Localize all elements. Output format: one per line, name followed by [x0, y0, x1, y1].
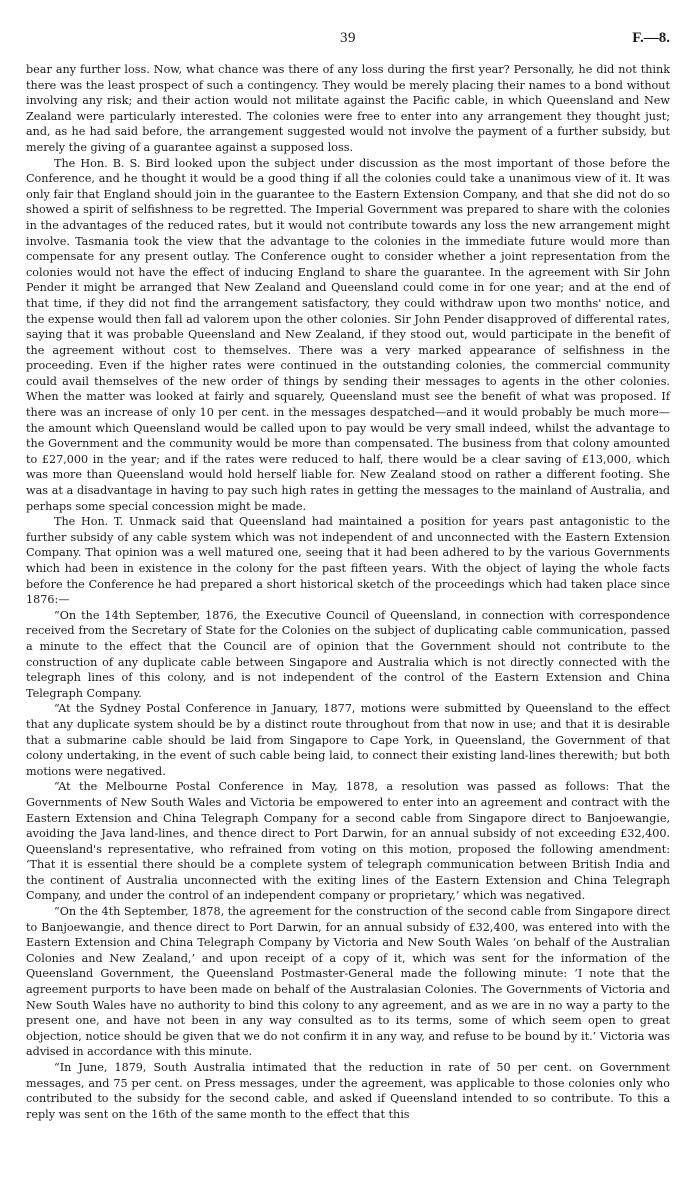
paragraph: “In June, 1879, South Australia intimated that the reduction in rate of 50 per cent. on Government messages, and 75 per cent. on Press messages, under the agreement, was applicable to those colonies only who contributed to the subsidy for the second cable, and asked if Queensland intended to so contribute. To this a reply was sent on the 16th of the same month to the effect that this	[26, 1061, 670, 1121]
page-number: 39	[340, 30, 356, 46]
document-reference: F.—8.	[632, 30, 670, 46]
paragraph: “At the Sydney Postal Conference in January, 1877, motions were submitted by Queensland to the effect that any duplicate system should be by a distinct route throughout from that now in use; and that it is desirable that a submarine cable should be laid from Singapore to Cape York, in Queensland, the Government of that colony undertaking, in the event of such cable being laid, to connect their existing land-lines therewith; but both motions were negatived.	[26, 702, 670, 778]
paragraph: “At the Melbourne Postal Conference in May, 1878, a resolution was passed as follows: That the Governments of New South Wales and Victoria be empowered to enter into an agreement and contract with the Eastern Extension and China Telegraph Company for a second cable from Singapore direct to Banjoewangie, avoiding the Java land-lines, and thence direct to Port Darwin, for an annual subsidy of not exceeding £32,400. Queensland's representative, who refrained from voting on this motion, proposed the following amendment: ‘That it is essential there should be a complete system of telegraph communication between British India and the continent of Australia unconnected with the exiting lines of the Eastern Extension and China Telegraph Company, and under the control of an independent company or proprietary,’ which was negatived.	[26, 780, 670, 903]
paragraph: “On the 14th September, 1876, the Executive Council of Queensland, in connection with correspondence received from the Secretary of State for the Colonies on the subject of duplicating cable communication, passed a minute to the effect that the Council are of opinion that the Government should not contribute to the construction of any duplicate cable between Singapore and Australia which is not directly connected with the telegraph lines of this colony, and is not independent of the control of the Eastern Extension and China Telegraph Company.	[26, 608, 670, 700]
body-text	[26, 62, 670, 1122]
page-header	[26, 30, 670, 54]
paragraph: The Hon. T. Unmack said that Queensland had maintained a position for years past antagonistic to the further subsidy of any cable system which was not independent of and unconnected with the Eastern Extension Company. That opinion was a well matured one, seeing that it had been adhered to by the various Governments which had been in existence in the colony for the past fifteen years. With the object of laying the whole facts before the Conference he had prepared a short historical sketch of the proceedings which had taken place since 1876:—	[26, 515, 670, 607]
paragraph: The Hon. B. S. Bird looked upon the subject under discussion as the most important of those before the Conference, and he thought it would be a good thing if all the colonies could take a unanimous view of it. It was only fair that England should join in the guarantee to the Eastern Extension Company, and that she did not do so showed a spirit of selfishness to be regretted. The Imperial Government was prepared to share with the colonies in the advantages of the reduced rates, but it would not contribute towards any loss the new arrangement might involve. Tasmania took the view that the advantage to the colonies in the immediate future would more than compensate for any present outlay. The Conference ought to consider whether a joint representation from the colonies would not have the effect of inducing England to share the guarantee. In the agreement with Sir John Pender it might be arranged that New Zealand and Queensland could come in for one year; and at the end of that time, if they did not find the arrangement satisfactory, they could withdraw upon two months' notice, and the expense would then fall ad valorem upon the other colonies. Sir John Pender disapproved of differental rates, saying that it was probable Queensland and New Zealand, if they stood out, would participate in the benefit of the agreement without cost to themselves. There was a very marked appearance of selfishness in the proceeding. Even if the higher rates were continued in the outstanding colonies, the commercial community could avail themselves of the new order of things by sending their messages to agents in the other colonies. When the matter was looked at fairly and squarely, Queensland must see the benefit of what was proposed. If there was an increase of only 10 per cent. in the messages despatched—and it would probably be much more—the amount which Queensland would be called upon to pay would be very small indeed, whilst the advantage to the Government and the community would be more than compensated. The business from that colony amounted to £27,000 in the year; and if the rates were reduced to half, there would be a clear saving of £13,000, which was more than Queensland would hold herself liable for. New Zealand stood on rather a different footing. She was at a disadvantage in having to pay such high rates in getting the messages to the mainland of Australia, and perhaps some special concession might be made.	[26, 156, 670, 513]
paragraph: bear any further loss. Now, what chance was there of any loss during the first year? Personally, he did not think there was the least prospect of such a contingency. They would be merely placing their names to a bond without involving any risk; and their action would not militate against the Pacific cable, in which Queensland and New Zealand were particularly interested. The colonies were free to enter into any arrangement they thought just; and, as he had said before, the arrangement suggested would not involve the payment of a further subsidy, but merely the giving of a guarantee against a supposed loss.	[26, 63, 670, 154]
paragraph: “On the 4th September, 1878, the agreement for the construction of the second cable from Singapore direct to Banjoewangie, and thence direct to Port Darwin, for an annual subsidy of £32,400, was entered into with the Eastern Extension and China Telegraph Company by Victoria and New South Wales ‘on behalf of the Australian Colonies and New Zealand,’ and upon receipt of a copy of it, which was sent for the information of the Queensland Government, the Queensland Postmaster-General made the following minute: ‘I note that the agreement purports to have been made on behalf of the Australasian Colonies. The Governments of Victoria and New South Wales have no authority to bind this colony to any agreement, and as we are in no way a party to the present one, and have not been in any way consulted as to its terms, some of which seem open to great objection, notice should be given that we do not confirm it in any way, and refuse to be bound by it.’ Victoria was advised in accordance with this minute.	[26, 905, 670, 1059]
